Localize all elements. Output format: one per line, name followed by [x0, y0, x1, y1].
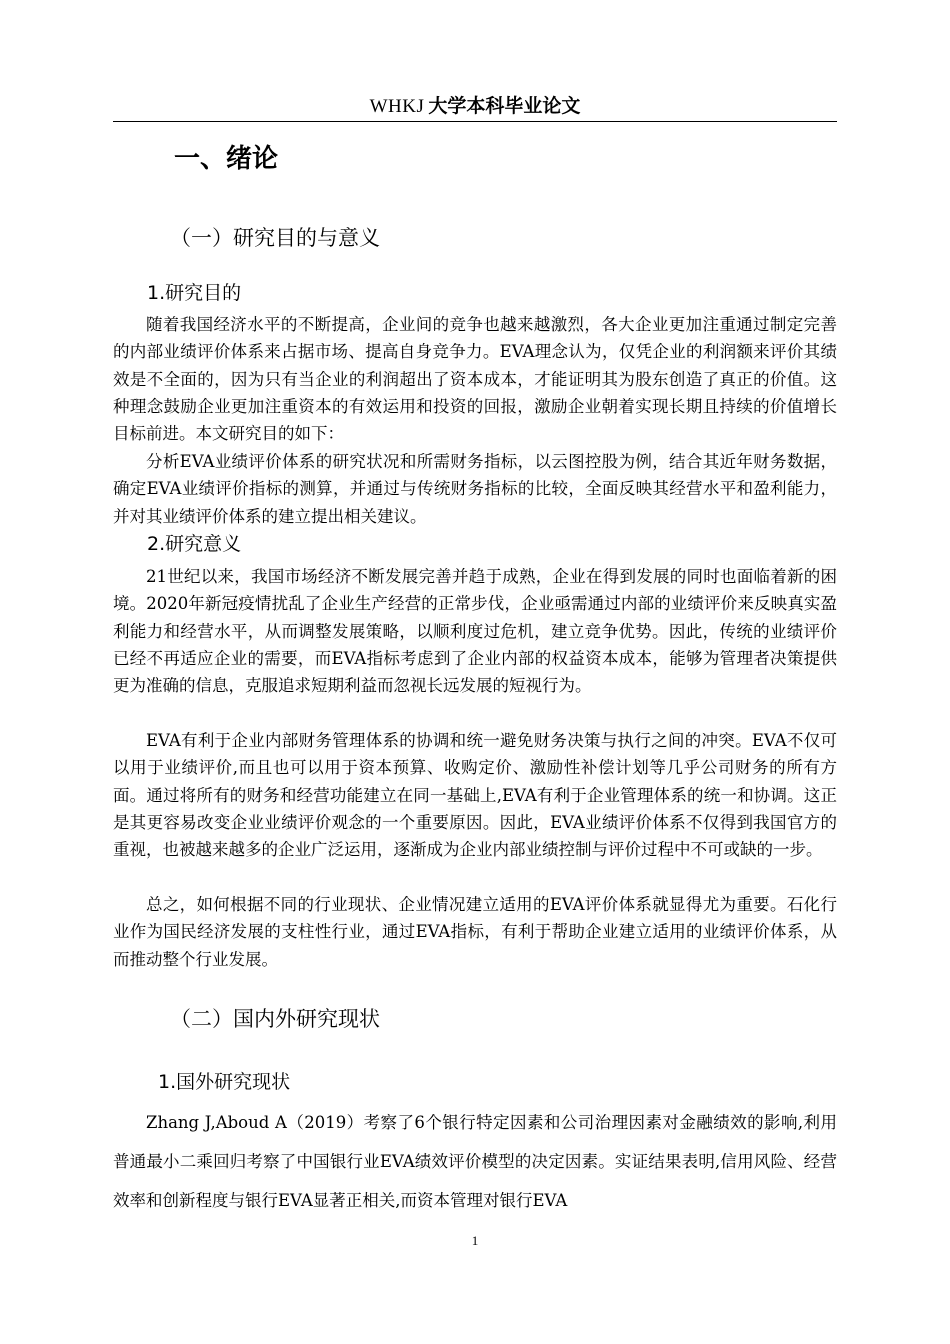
paragraph-purpose-2: 分析EVA业绩评价体系的研究状况和所需财务指标，以云图控股为例，结合其近年财务数据，确定EVA业绩评价指标的测算，并通过与传统财务指标的比较，全面反映其经营水平和盈利能力，并对其业绩评价体系的建立提出相关建议。 [113, 452, 837, 526]
paragraph-significance-3: 总之，如何根据不同的行业现状、企业情况建立适用的EVA评价体系就显得尤为重要。石化行业作为国民经济发展的支柱性行业，通过EVA指标，有利于帮助企业建立适用的业绩评价体系，从而推动整个行业发展。 [113, 895, 837, 969]
section-title-purpose-significance: （一）研究目的与意义 [170, 226, 380, 250]
header-university-code: WHKJ [369, 96, 425, 117]
subsection-title-research-significance: 2.研究意义 [147, 533, 242, 555]
subsection-title-foreign-research: 1.国外研究现状 [158, 1071, 291, 1093]
page-number: 1 [471, 1233, 479, 1248]
section-title-research-status: （二）国内外研究现状 [170, 1007, 380, 1031]
paragraph-significance-2: EVA有利于企业内部财务管理体系的协调和统一避免财务决策与执行之间的冲突。EVA不仅可以用于业绩评价,而且也可以用于资本预算、收购定价、激励性补偿计划等几乎公司财务的所有方面。通过将所有的财务和经营功能建立在同一基础上,EVA有利于企业管理体系的统一和协调。这正是其更容易改变企业业绩评价观念的一个重要原因。因此，EVA业绩评价体系不仅得到我国官方的重视，也被越来越多的企业广泛运用，逐渐成为企业内部业绩控制与评价过程中不可或缺的一步。 [113, 731, 837, 860]
header-rule [113, 121, 837, 122]
subsection-title-research-purpose: 1.研究目的 [147, 282, 242, 304]
running-header [113, 94, 837, 119]
paragraph-significance-1: 21世纪以来，我国市场经济不断发展完善并趋于成熟，企业在得到发展的同时也面临着新的困境。2020年新冠疫情扰乱了企业生产经营的正常步伐，企业亟需通过内部的业绩评价来反映真实盈利能力和经营水平，从而调整发展策略，以顺利度过危机，建立竞争优势。因此，传统的业绩评价已经不再适应企业的需要，而EVA指标考虑到了企业内部的权益资本成本，能够为管理者决策提供更为准确的信息，克服追求短期利益而忽视长远发展的短视行为。 [113, 567, 837, 696]
paragraph-purpose-1: 随着我国经济水平的不断提高，企业间的竞争也越来越激烈，各大企业更加注重通过制定完善的内部业绩评价体系来占据市场、提高自身竞争力。EVA理念认为，仅凭企业的利润额来评价其绩效是不全面的，因为只有当企业的利润超出了资本成本，才能证明其为股东创造了真正的价值。这种理念鼓励企业更加注重资本的有效运用和投资的回报，激励企业朝着实现长期且持续的价值增长目标前进。本文研究目的如下： [113, 315, 837, 444]
header-thesis-label: 大学本科毕业论文 [428, 95, 581, 117]
chapter-title: 一、绪论 [174, 144, 279, 174]
paragraph-foreign-research: Zhang J,Aboud A（2019）考察了6个银行特定因素和公司治理因素对金融绩效的影响,利用普通最小二乘回归考察了中国银行业EVA绩效评价模型的决定因素。实证结果表明,信用风险、经营效率和创新程度与银行EVA显著正相关,而资本管理对银行EVA [113, 1113, 837, 1210]
